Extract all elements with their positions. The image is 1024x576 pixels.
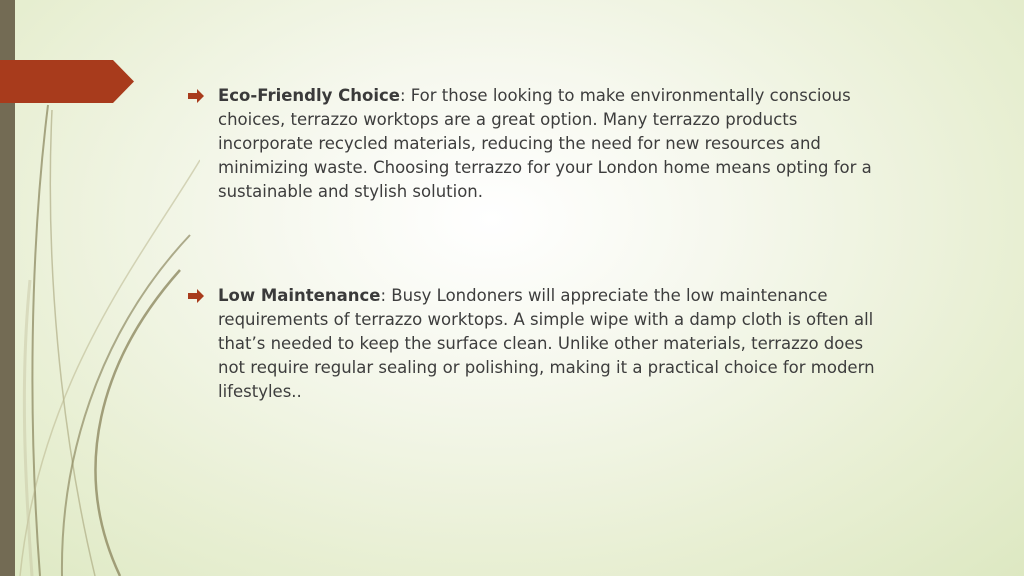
accent-tab-shape bbox=[0, 60, 134, 103]
bullet-title: Eco-Friendly Choice bbox=[218, 86, 400, 105]
bullet-separator: : bbox=[399, 86, 411, 105]
bullet-list bbox=[188, 84, 888, 404]
bullet-eco-friendly bbox=[188, 84, 888, 204]
bullet-separator: : bbox=[380, 286, 392, 305]
bullet-title: Low Maintenance bbox=[218, 286, 381, 305]
bullet-text: For those looking to make environmentally conscious choices, terrazzo worktops are a great option. Many terrazzo products incorporate recycled materials, reducing the need for new resources and minimizing waste. Choosing terrazzo for your London home means opting for a sustainable and stylish solution. bbox=[218, 86, 872, 201]
bullet-low-maintenance bbox=[188, 284, 888, 404]
bullet-text: Busy Londoners will appreciate the low maintenance requirements of terrazzo worktops. A simple wipe with a damp cloth is often all that’s needed to keep the surface clean. Unlike other materials, terrazzo does not require regular sealing or polishing, making it a practical choice for modern lifestyles.. bbox=[218, 286, 875, 401]
accent-tab-fill bbox=[0, 60, 134, 103]
arrow-right-icon bbox=[188, 289, 204, 303]
arrow-right-icon bbox=[188, 89, 204, 103]
